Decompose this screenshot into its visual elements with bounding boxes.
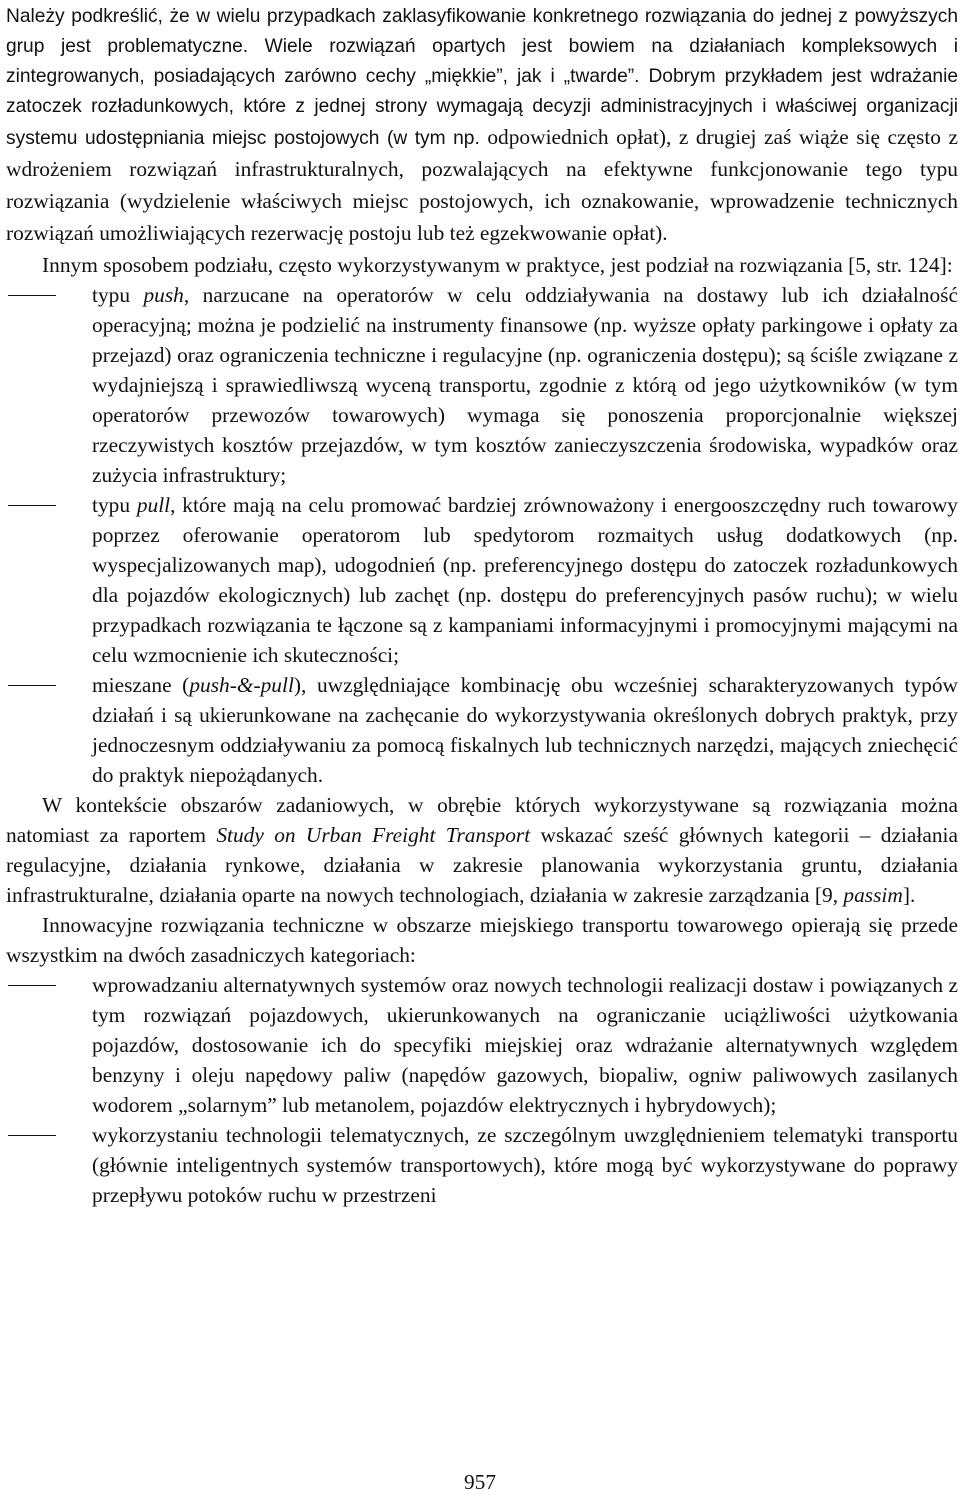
intro-serif-text: odpowiednich opłat), z drugiej zaś wiąże się często z wdrożeniem rozwiązań infrastrukturalnych, pozwalających na efektywne funkcjonowanie tego typu rozwiązania (wydzielenie właściwych miejsc postojowych, ich oznakowanie, wprowadzenie technicznych rozwiązań umożliwiających rezerwację postoju lub też egzekwowanie opłat). xyxy=(6,125,959,245)
term-push: push xyxy=(143,283,184,307)
paragraph-task-areas: W kontekście obszarów zadaniowych, w obrębie których wykorzystywane są rozwiązania można natomiast za raportem Study on Urban Freight Transport wskazać sześć głównych kategorii – działania regulacyjne, działania rynkowe, działania w zakresie planowania wykorzystania gruntu, działania infrastrukturalne, działania oparte na nowych technologiach, działania w zakresie zarządzania [9, passim]. xyxy=(6,793,958,907)
list-item-push: typu push, narzucane na operatorów w celu oddziaływania na dostawy lub ich działalność operacyjną; można je podzielić na instrumenty finansowe (np. wyższe opłaty parkingowe i opłaty za przejazd) oraz ograniczenia techniczne i regulacyjne (np. ograniczenia dostępu); są ściśle związane z wydajniejszą i sprawiedliwszą wyceną transportu, zgodnie z którą od jego użytkowników (w tym operatorów przewozów towarowych) wymaga się ponoszenia proporcjonalnie większej rzeczywistych kosztów przejazdów, w tym kosztów zanieczyszczenia środowiska, wypadków oraz zużycia infrastruktury; xyxy=(92,283,958,487)
report-title: Study on Urban Freight Transport xyxy=(216,823,531,847)
intro-paragraph xyxy=(6,2,958,250)
innovation-categories-list xyxy=(6,970,958,1210)
list-item-pull: typu pull, które mają na celu promować bardziej zrównoważony i energooszczędny ruch towarowy poprzez oferowanie operatorom lub spedytorom rozmaitych usług dodatkowych (np. wyspecjalizowanych map), udogodnień (np. preferencyjnego dostępu do zatoczek rozładunkowych dla pojazdów ekologicznych) lub zachęt (np. dostępu do preferencyjnych pasów ruchu); w wielu przypadkach rozwiązania te łączone są z kampaniami informacyjnymi i promocyjnymi mającymi na celu wzmocnienie ich skuteczności; xyxy=(92,493,958,667)
term-pull: pull xyxy=(136,493,171,517)
list-item-alternative-systems: wprowadzaniu alternatywnych systemów oraz nowych technologii realizacji dostaw i powiązanych z tym rozwiązań pojazdowych, ukierunkowanych na ograniczanie uciążliwości użytkowania pojazdów, dostosowanie ich do specyfiki miejskiej oraz wdrażanie alternatywnych względem benzyny i oleju napędowy paliw (napędów gazowych, biopaliw, ogniw paliwowych zasilanych wodorem „solarnym” lub metanolem, pojazdów elektrycznych i hybrydowych); xyxy=(92,973,958,1117)
list-item-mixed: mieszane (push-&-pull), uwzględniające kombinację obu wcześniej scharakteryzowanych typów działań i są ukierunkowane na zachęcanie do wykorzystywania określonych dobrych praktyk, przy jednoczesnym oddziaływaniu za pomocą fiskalnych lub technicznych narzędzi, mających zniechęcić do praktyk niepożądanych. xyxy=(92,673,958,787)
page-number: 957 xyxy=(463,1470,497,1494)
page-body xyxy=(6,2,958,1210)
paragraph-division: Innym sposobem podziału, często wykorzystywanym w praktyce, jest podział na rozwiązania [5, str. 124]: xyxy=(42,253,953,277)
solution-types-list xyxy=(6,280,958,790)
term-push-pull: push-&-pull xyxy=(189,673,294,697)
paragraph-innovations: Innowacyjne rozwiązania techniczne w obszarze miejskiego transportu towarowego opierają się przede wszystkim na dwóch zasadniczych kategoriach: xyxy=(6,913,958,967)
intro-sans-text: Należy podkreślić, że w wielu przypadkach zaklasyfikowanie konkretnego rozwiązania do jednej z powyższych grup jest problematyczne. Wiele rozwiązań opartych jest bowiem na działaniach kompleksowych i zintegrowanych, posiadających zarówno cechy „miękkie”, jak i „twarde”. Dobrym przykładem jest wdrażanie zatoczek rozładunkowych, które z jednej strony wymagają decyzji administracyjnych i właściwej organizacji systemu udostępniania miejsc postojowych (w tym np. xyxy=(6,6,958,149)
list-item-telematics: wykorzystaniu technologii telematycznych, ze szczególnym uwzględnieniem telematyki transportu (głównie inteligentnych systemów transportowych), które mogą być wykorzystywane do poprawy przepływu potoków ruchu w przestrzeni xyxy=(92,1123,958,1207)
